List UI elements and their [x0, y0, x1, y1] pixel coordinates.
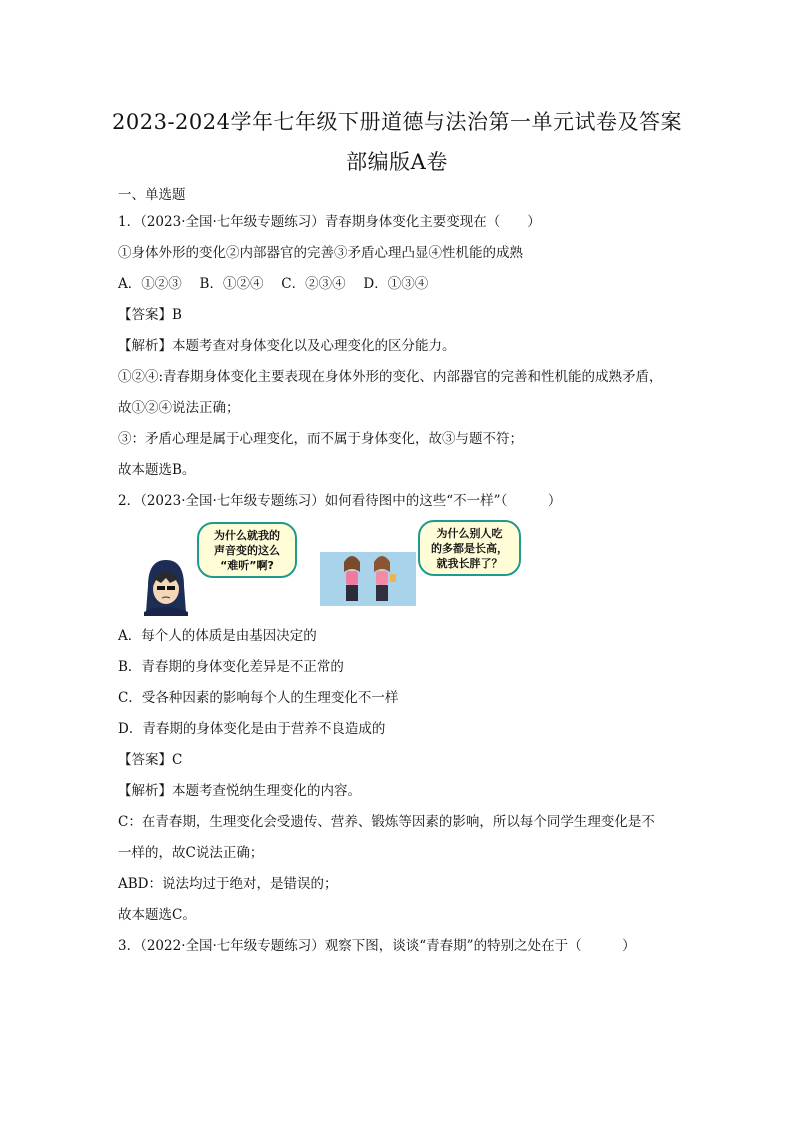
- q2-stem: 2．（2023·全国·七年级专题练习）如何看待图中的这些“不一样”（ ）: [118, 493, 562, 509]
- q2-option-a: A．每个人的体质是由基因决定的: [118, 628, 317, 644]
- q2-answer: 【答案】C: [118, 752, 183, 768]
- q1-analysis-5: 故本题选B。: [118, 462, 196, 478]
- page-subtitle: 部编版A卷: [346, 150, 448, 174]
- q1-analysis-4: ③：矛盾心理是属于心理变化，而不属于身体变化，故③与题不符；: [118, 431, 523, 447]
- section-heading: 一、单选题: [118, 187, 186, 203]
- q2-option-d: D．青春期的身体变化是由于营养不良造成的: [118, 721, 386, 737]
- q2-analysis-3: 一样的，故C说法正确；: [118, 845, 264, 861]
- two-girls-icon: [320, 552, 416, 606]
- girls-photo: [320, 552, 416, 606]
- q1-analysis-2: ①②④:青春期身体变化主要表现在身体外形的变化、内部器官的完善和性机能的成熟矛盾，: [118, 369, 663, 385]
- q2-analysis-5: 故本题选C。: [118, 907, 196, 923]
- q2-illustration: [140, 520, 540, 615]
- speech-bubble-right: 为什么别人吃 的多都是长高， 就我长胖了？: [418, 520, 521, 576]
- speech-bubble-left: 为什么就我的 声音变的这么 “难听”啊?: [197, 522, 297, 578]
- q1-stem: 1．（2023·全国·七年级专题练习）青春期身体变化主要变现在（ ）: [118, 214, 541, 230]
- q2-analysis-2: C：在青春期，生理变化会受遗传、营养、锻炼等因素的影响，所以每个同学生理变化是不: [118, 814, 655, 830]
- q2-analysis-1: 【解析】本题考查悦纳生理变化的内容。: [118, 783, 361, 799]
- q1-answer: 【答案】B: [118, 307, 182, 323]
- q1-options: A．①②③ B．①②④ C．②③④ D．①③④: [118, 276, 429, 292]
- q2-option-c: C．受各种因素的影响每个人的生理变化不一样: [118, 690, 399, 706]
- page-title: 2023-2024学年七年级下册道德与法治第一单元试卷及答案: [112, 110, 682, 134]
- q1-analysis-1: 【解析】本题考查对身体变化以及心理变化的区分能力。: [118, 338, 456, 354]
- q1-analysis-3: 故①②④说法正确；: [118, 400, 240, 416]
- hooded-boy-icon: [140, 556, 192, 616]
- q3-stem: 3．（2022·全国·七年级专题练习）观察下图，谈谈“青春期”的特别之处在于（ ）: [118, 938, 636, 954]
- q1-statements: ①身体外形的变化②内部器官的完善③矛盾心理凸显④性机能的成熟: [118, 245, 523, 261]
- q2-option-b: B．青春期的身体变化差异是不正常的: [118, 659, 344, 675]
- q2-analysis-4: ABD：说法均过于绝对，是错误的；: [118, 876, 338, 892]
